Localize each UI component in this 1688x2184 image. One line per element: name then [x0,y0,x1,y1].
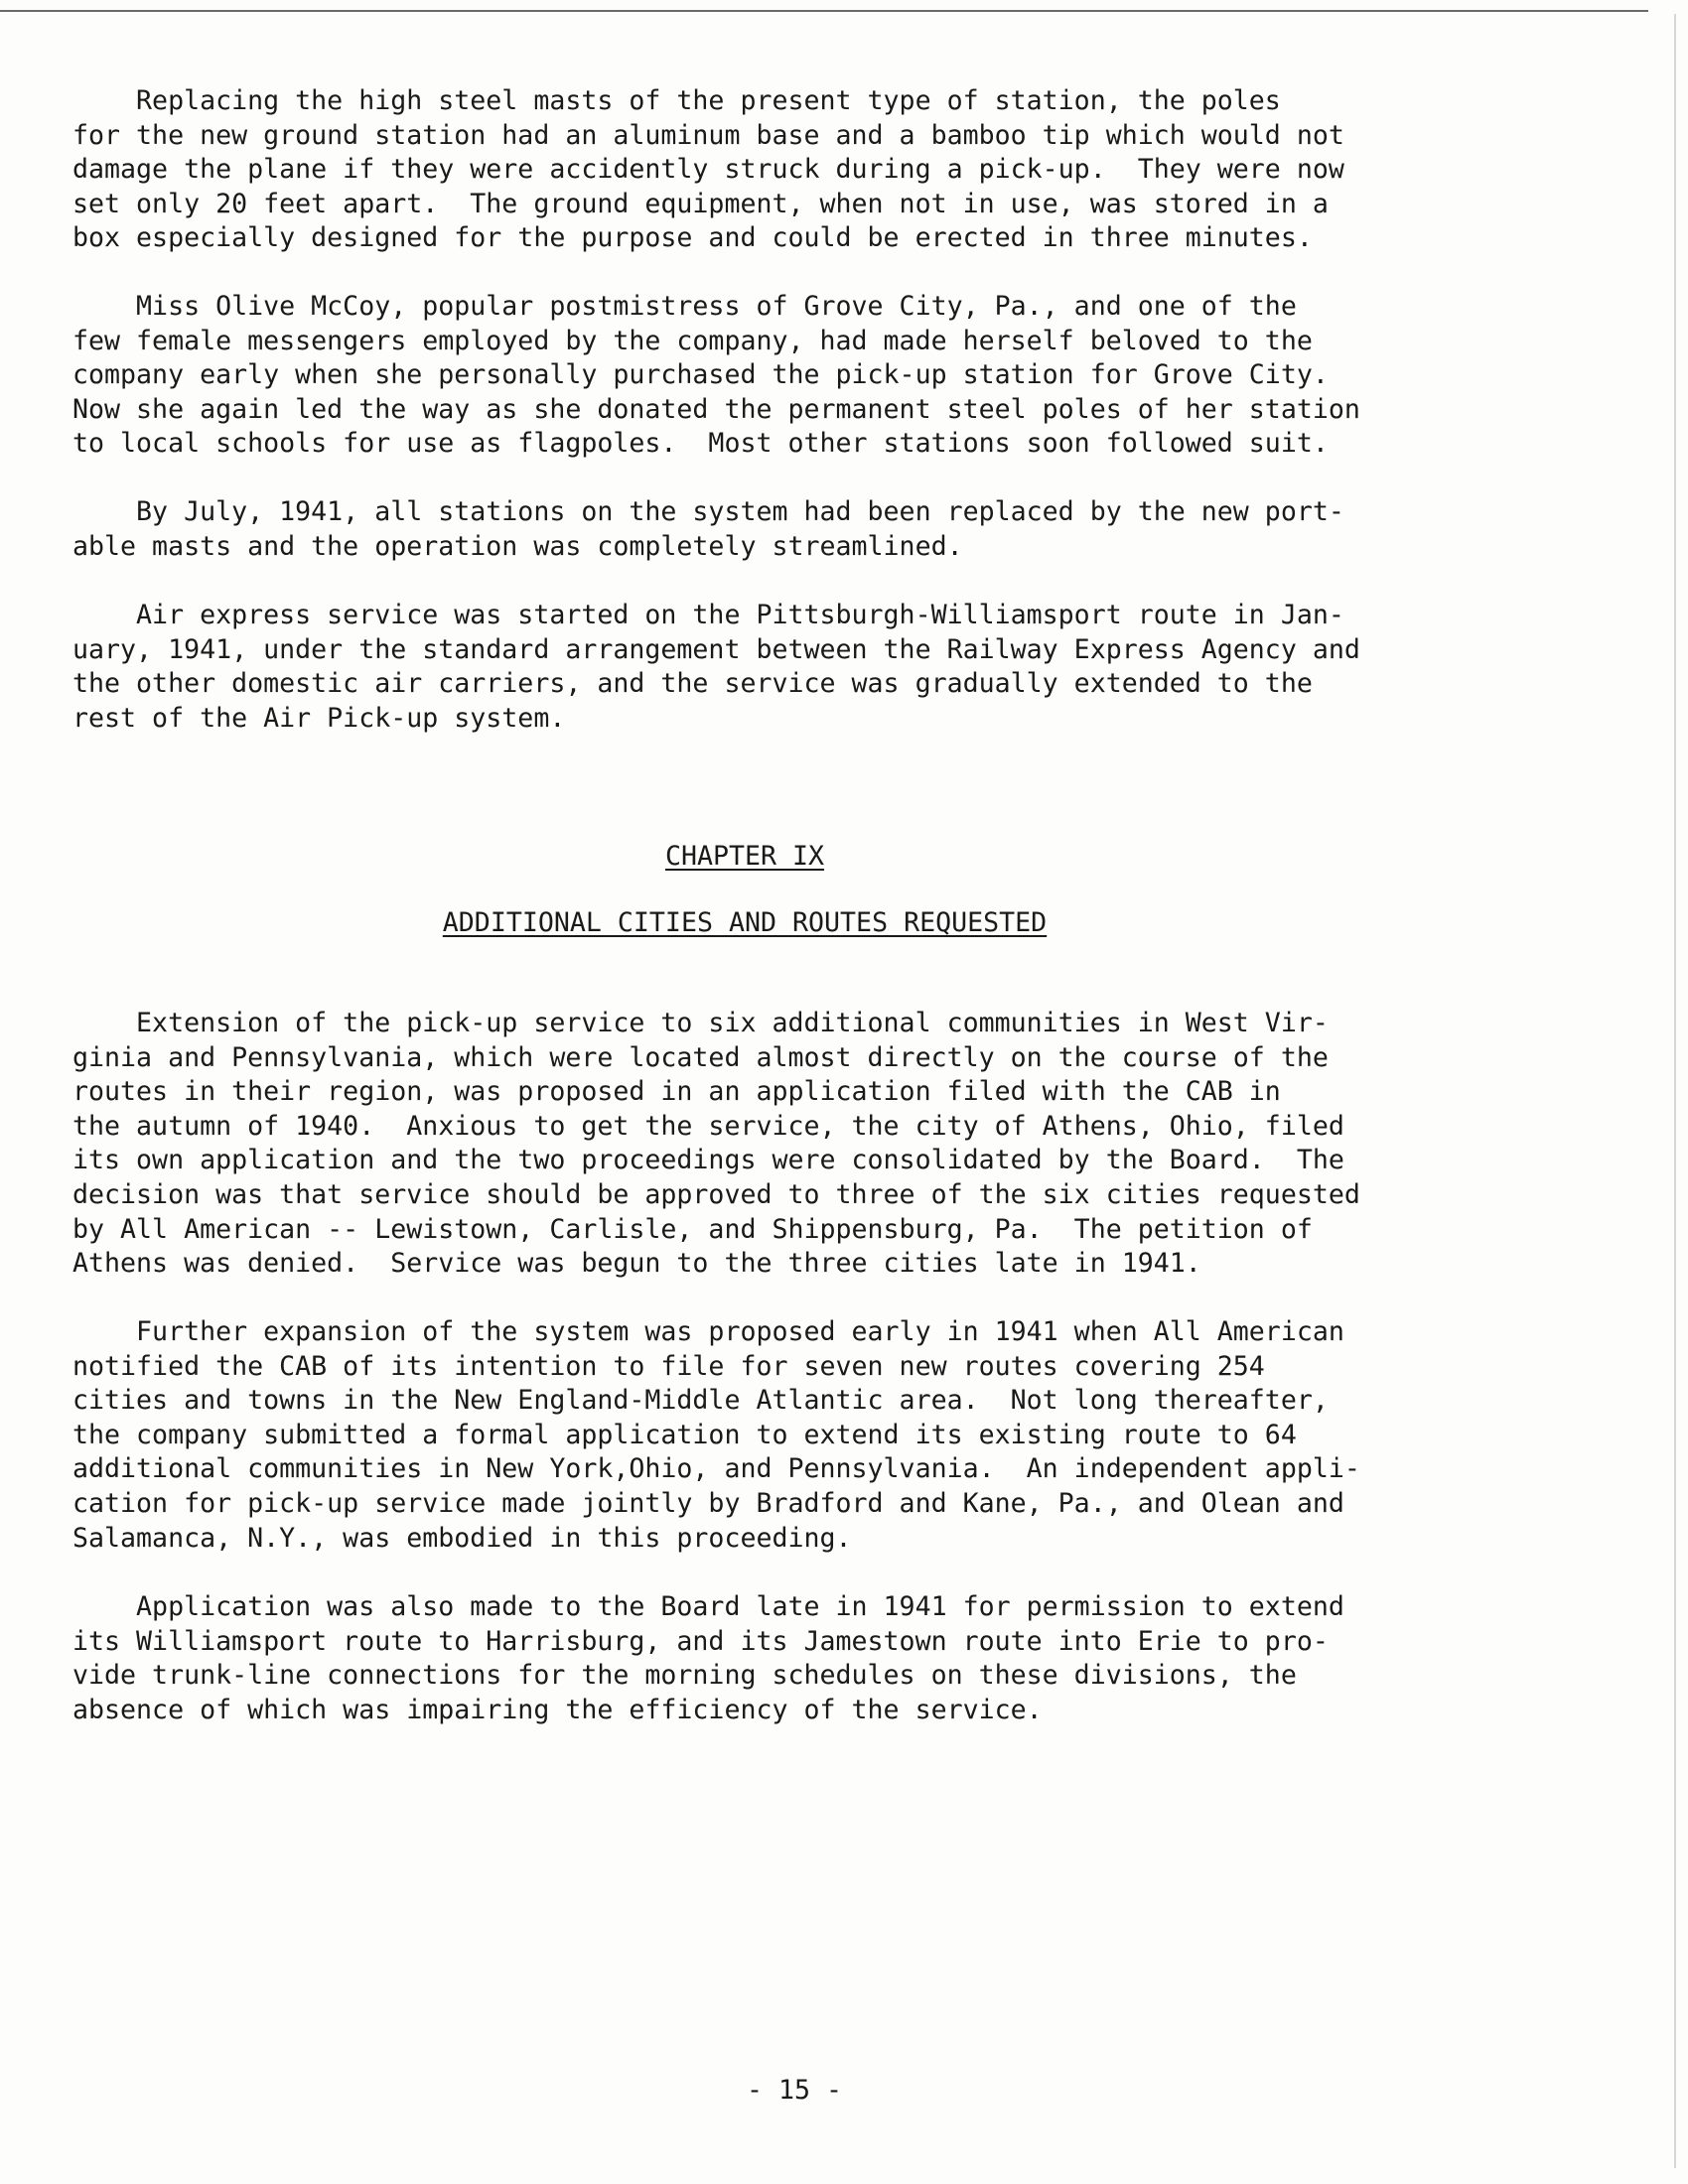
page-number: - 15 - [746,2075,843,2106]
chapter-title: ADDITIONAL CITIES AND ROUTES REQUESTED [442,907,1048,938]
page-top-edge [0,10,1648,12]
page-right-edge [1674,14,1676,2168]
chapter-number-heading [0,841,1489,873]
text-line: cation for pick-up service made jointly by Bradford and Kane, Pa., and Olean and [72,1487,1344,1519]
text-line: vide trunk-line connections for the morning schedules on these divisions, the [72,1660,1297,1692]
text-line: able masts and the operation was completely streamlined. [72,530,963,562]
text-line: the company submitted a formal application to extend its existing route to 64 [72,1419,1297,1450]
text-line: cities and towns in the New England-Middle Atlantic area. Not long thereafter, [72,1385,1329,1417]
text-line: Further expansion of the system was proposed early in 1941 when All American [72,1316,1344,1347]
paragraph-new-ground-station [72,84,1482,256]
paragraph-air-express [72,599,1482,736]
text-line: Now she again led the way as she donated the permanent steel poles of her station [72,393,1360,425]
text-line: by All American -- Lewistown, Carlisle, and Shippensburg, Pa. The petition of [72,1213,1313,1245]
text-line: Extension of the pick-up service to six additional communities in West Vir- [72,1008,1329,1038]
text-line: Salamanca, N.Y., was embodied in this proceeding. [72,1522,852,1554]
text-line: decision was that service should be approved to three of the six cities requested [72,1178,1360,1210]
text-line: set only 20 feet apart. The ground equipment, when not in use, was stored in a [72,188,1329,219]
text-line: its Williamsport route to Harrisburg, and its Jamestown route into Erie to pro- [72,1625,1329,1657]
text-line: Replacing the high steel masts of the present type of station, the poles [72,85,1281,116]
text-line: few female messengers employed by the company, had made herself beloved to the [72,325,1313,356]
paragraph-olive-mccoy [72,290,1482,462]
text-line: for the new ground station had an aluminum base and a bamboo tip which would not [72,119,1344,151]
text-line: the autumn of 1940. Anxious to get the service, the city of Athens, Ohio, filed [72,1110,1344,1142]
text-line: By July, 1941, all stations on the system had been replaced by the new port- [72,496,1344,527]
text-line: Miss Olive McCoy, popular postmistress of Grove City, Pa., and one of the [72,291,1297,322]
text-line: ginia and Pennsylvania, which were located almost directly on the course of the [72,1041,1329,1073]
paragraph-further-expansion [72,1315,1482,1556]
text-line: company early when she personally purchased the pick-up station for Grove City. [72,359,1329,391]
text-line: damage the plane if they were accidently struck during a pick-up. They were now [72,154,1344,186]
text-line: rest of the Air Pick-up system. [72,702,566,734]
paragraph-extension-six-communities [72,1007,1482,1282]
text-line: uary, 1941, under the standard arrangement between the Railway Express Agency and [72,633,1360,665]
text-line: routes in their region, was proposed in an application filed with the CAB in [72,1076,1281,1108]
text-line: Application was also made to the Board late in 1941 for permission to extend [72,1591,1344,1622]
text-line: the other domestic air carriers, and the service was gradually extended to the [72,668,1313,700]
text-line: box especially designed for the purpose and could be erected in three minutes. [72,222,1313,254]
paragraph-williamsport-harrisburg [72,1590,1482,1727]
text-line: additional communities in New York,Ohio, and Pennsylvania. An independent appli- [72,1453,1360,1485]
paragraph-portable-masts [72,495,1482,564]
chapter-number: CHAPTER IX [664,841,825,872]
text-line: Athens was denied. Service was begun to the three cities late in 1941. [72,1248,1201,1280]
text-line: its own application and the two proceedings were consolidated by the Board. The [72,1145,1344,1176]
chapter-title-heading [0,907,1489,939]
text-line: Air express service was started on the Pittsburgh-Williamsport route in Jan- [72,600,1344,630]
text-line: absence of which was impairing the efficiency of the service. [72,1694,1043,1725]
text-line: notified the CAB of its intention to file for seven new routes covering 254 [72,1350,1265,1382]
text-line: to local schools for use as flagpoles. Most other stations soon followed suit. [72,428,1329,460]
